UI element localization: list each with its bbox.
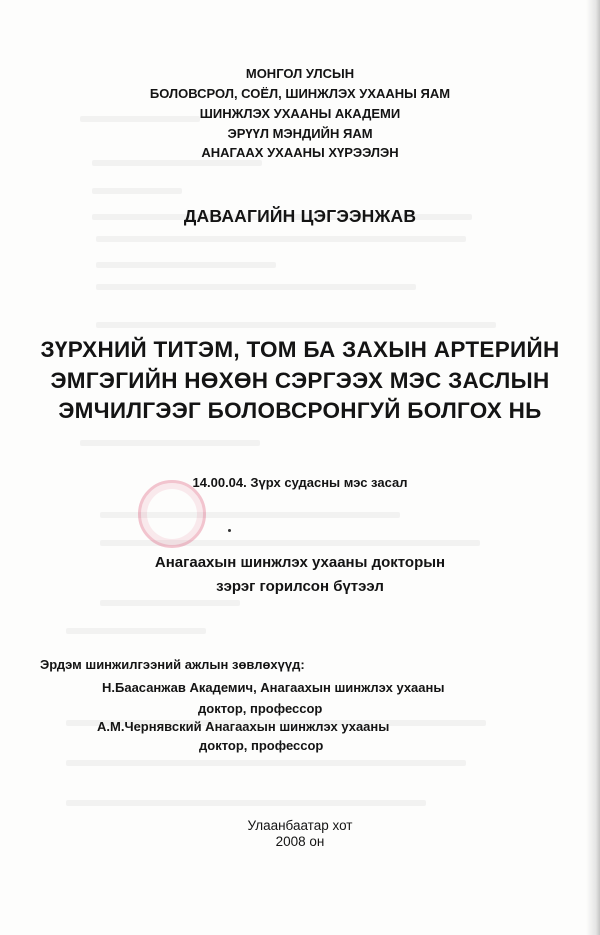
thesis-title-line-3: ЭМЧИЛГЭЭГ БОЛОВСРОНГУЙ БОЛГОХ НЬ	[58, 398, 542, 423]
bleed-through-mark	[66, 760, 466, 766]
advisor-1-name: Н.Баасанжав Академич, Анагаахын шинжлэх ухааны	[102, 680, 445, 695]
bleed-through-mark	[96, 262, 276, 268]
institution-line-2: БОЛОВСРОЛ, СОЁЛ, ШИНЖЛЭХ УХААНЫ ЯАМ	[149, 86, 451, 101]
bleed-through-mark	[66, 800, 426, 806]
bleed-through-mark	[66, 628, 206, 634]
thesis-title-line-2: ЭМГЭГИЙН НӨХӨН СЭРГЭЭХ МЭС ЗАСЛЫН	[50, 368, 550, 393]
institution-line-3: ШИНЖЛЭХ УХААНЫ АКАДЕМИ	[199, 106, 401, 121]
degree-line-2: зэрэг горилсон бүтээл	[216, 578, 384, 595]
advisor-2-name: А.М.Чернявский Анагаахын шинжлэх ухааны	[97, 719, 390, 734]
thesis-title-line-1: ЗҮРХНИЙ ТИТЭМ, ТОМ БА ЗАХЫН АРТЕРИЙН	[40, 337, 560, 362]
bleed-through-mark	[96, 236, 466, 242]
footer-year: 2008 он	[275, 834, 325, 849]
ink-dot	[228, 529, 231, 532]
specialty-code: 14.00.04. Зүрх судасны мэс засал	[192, 475, 408, 490]
scan-page-edge	[586, 0, 600, 935]
degree-line-1: Анагаахын шинжлэх ухааны докторын	[154, 554, 446, 571]
footer-city: Улаанбаатар хот	[247, 818, 353, 833]
bleed-through-mark	[100, 600, 240, 606]
institution-line-4: ЭРҮҮЛ МЭНДИЙН ЯАМ	[227, 126, 373, 141]
advisor-1-title: доктор, профессор	[198, 701, 323, 716]
advisor-2-title: доктор, профессор	[199, 738, 324, 753]
institution-line-1: МОНГОЛ УЛСЫН	[245, 66, 355, 81]
bleed-through-mark	[96, 322, 496, 328]
author-name: ДАВААГИЙН ЦЭГЭЭНЖАВ	[183, 206, 417, 226]
bleed-through-mark	[96, 284, 416, 290]
bleed-through-mark	[92, 188, 182, 194]
institution-line-5: АНАГААХ УХААНЫ ХҮРЭЭЛЭН	[201, 145, 399, 160]
faded-stamp	[138, 480, 206, 548]
bleed-through-mark	[80, 440, 260, 446]
advisors-heading: Эрдэм шинжилгээний ажлын зөвлөхүүд:	[40, 657, 305, 672]
